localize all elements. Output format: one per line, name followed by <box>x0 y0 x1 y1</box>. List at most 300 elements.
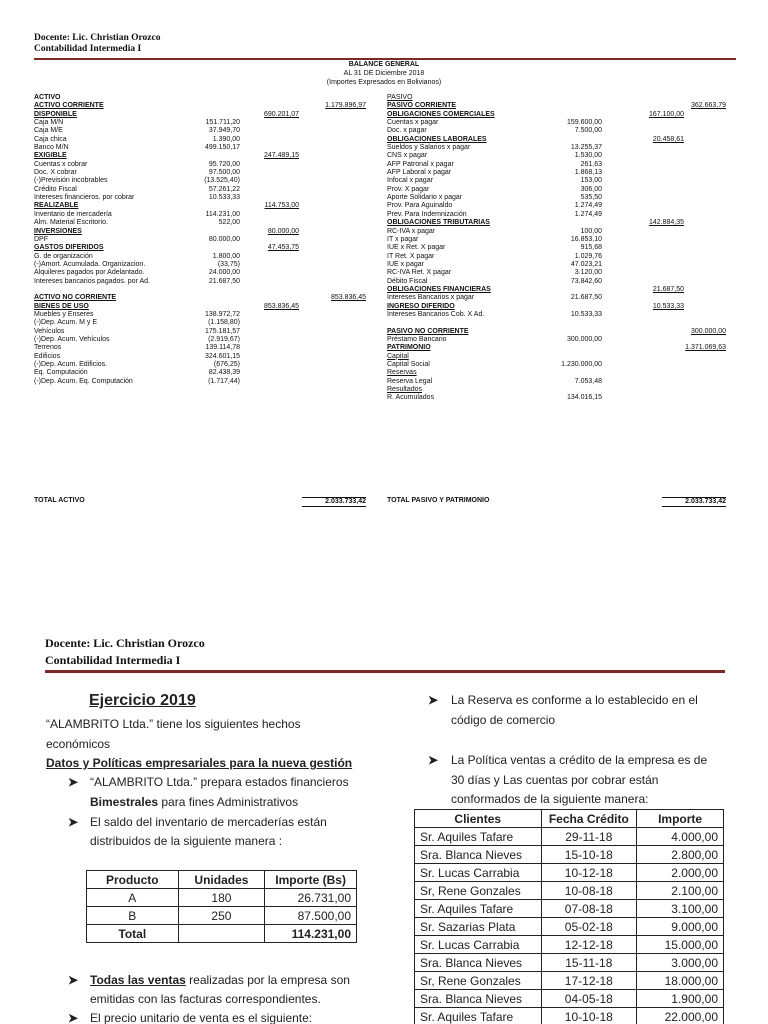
table-cell: 04-05-18 <box>541 990 637 1008</box>
account-label: Reserva Legal <box>387 377 433 385</box>
table-cell: Sr, Rene Gonzales <box>415 972 542 990</box>
amount-c1: 499.150,17 <box>204 144 240 152</box>
table-cell: Sr. Sazarias Plata <box>415 918 542 936</box>
table-cell: 10-12-18 <box>541 864 637 882</box>
arrow-bullet-icon: ➤ <box>68 1011 79 1024</box>
table-cell: Sr. Aquiles Tafare <box>415 828 542 846</box>
account-label: Cuentas x cobrar <box>34 160 88 168</box>
table-cell: 250 <box>178 907 265 925</box>
arrow-bullet-icon: ➤ <box>68 775 79 789</box>
balance-row <box>387 102 727 110</box>
amount-c1: 57.261,22 <box>208 185 240 193</box>
balance-row <box>387 111 727 119</box>
course-line-2: Contabilidad Intermedia I <box>45 653 181 667</box>
table-cell: 10-10-18 <box>541 1008 637 1024</box>
amount-c2: 167.100,00 <box>648 110 684 118</box>
amount-c1: 80.000,00 <box>208 235 240 243</box>
account-label: Prev. Para Indemnización <box>387 210 467 218</box>
amount-c1: 97.500,00 <box>208 169 240 177</box>
bullet-2-line-2: distribuidos de la siguiente manera : <box>90 834 283 848</box>
amount-c1: 10.533,33 <box>208 194 240 202</box>
account-label: R. Acumulados <box>387 394 435 402</box>
balance-row <box>387 344 727 352</box>
balance-row <box>34 194 374 202</box>
balance-row <box>34 294 374 302</box>
account-label: (-)Dep. Acum. Eq. Computación <box>34 377 133 385</box>
todas-ventas-text: Todas las ventas <box>90 973 186 987</box>
teacher-line-2: Docente: Lic. Christian Orozco <box>45 636 205 650</box>
balance-row <box>34 269 374 277</box>
account-label: Terrenos <box>34 344 62 352</box>
amount-c1: 1.530,00 <box>574 152 602 160</box>
balance-row <box>34 102 374 110</box>
balance-row <box>387 369 727 377</box>
products-header-units: Unidades <box>178 871 265 889</box>
table-cell: 2.000,00 <box>637 864 724 882</box>
amount-c1: 1.800,00 <box>212 252 240 260</box>
table-row <box>415 972 724 990</box>
arrow-bullet-icon: ➤ <box>428 753 439 767</box>
table-cell: Sra. Blanca Nieves <box>415 846 542 864</box>
account-label: DPF <box>34 235 48 243</box>
balance-row <box>34 186 374 194</box>
table-row <box>87 889 357 907</box>
account-label: OBLIGACIONES FINANCIERAS <box>387 285 491 293</box>
table-cell: 07-08-18 <box>541 900 637 918</box>
account-label: OBLIGACIONES LABORALES <box>387 135 487 143</box>
balance-row <box>387 119 727 127</box>
account-label: INGRESO DIFERIDO <box>387 302 455 310</box>
balance-row <box>34 286 374 294</box>
total-label: Total <box>87 925 179 943</box>
amount-c1: 159.600,00 <box>566 119 602 127</box>
account-label: Aporte Solidario x pagar <box>387 194 463 202</box>
amount-c1: 1.390,00 <box>212 135 240 143</box>
balance-row <box>387 152 727 160</box>
bullet-1-line-1: “ALAMBRITO Ltda.” prepara estados financieros <box>90 775 349 789</box>
amount-c2: 10.533,33 <box>652 302 684 310</box>
credit-policy-line-3: conformados de la siguiente manera: <box>451 792 649 806</box>
table-cell: 29-11-18 <box>541 828 637 846</box>
balance-row <box>34 111 374 119</box>
amount-c1: 82.438,39 <box>208 369 240 377</box>
account-label: (-)Dep. Acum. M y E <box>34 319 98 327</box>
table-row <box>415 828 724 846</box>
amount-c2: 20.458,61 <box>652 135 684 143</box>
clients-header-amount: Importe <box>637 810 724 828</box>
bullet-3-line-1 <box>90 971 350 990</box>
amount-c1: 95.720,00 <box>208 160 240 168</box>
activo-column <box>34 94 374 386</box>
balance-row <box>34 319 374 327</box>
account-label: G. de organización <box>34 252 93 260</box>
bullet-1-line-2 <box>90 793 298 812</box>
account-label: IUE x Ret. X pagar <box>387 244 446 252</box>
balance-row <box>34 177 374 185</box>
account-label: Prov. Para Aguinaldo <box>387 202 453 210</box>
amount-c1: 261,63 <box>580 160 602 168</box>
balance-row <box>34 328 374 336</box>
balance-row <box>34 244 374 252</box>
amount-c1: 21.687,50 <box>208 277 240 285</box>
amount-c1: 1.230.000,00 <box>561 361 602 368</box>
table-cell: 3.000,00 <box>637 954 724 972</box>
table-row <box>415 918 724 936</box>
account-label: Edificios <box>34 352 61 360</box>
amount-c1: 100,00 <box>580 227 602 235</box>
total-pasivo-label: TOTAL PASIVO Y PATRIMONIO <box>387 497 490 504</box>
balance-row <box>34 136 374 144</box>
total-activo-value: 2.033.733,42 <box>302 497 366 507</box>
balance-row <box>34 94 374 102</box>
amount-c3: 300.000,00 <box>690 327 726 335</box>
balance-row <box>387 328 727 336</box>
table-cell: B <box>87 907 179 925</box>
reserve-line-1: La Reserva es conforme a lo establecido en el <box>451 693 698 707</box>
products-header-product: Producto <box>87 871 179 889</box>
balance-row <box>34 228 374 236</box>
account-label: ACTIVO NO CORRIENTE <box>34 294 117 302</box>
amount-c1: (1.158,80) <box>208 319 240 327</box>
amount-c1: (1.717,44) <box>208 377 240 385</box>
account-label: IT x pagar <box>387 235 419 243</box>
account-label: DISPONIBLE <box>34 110 77 118</box>
amount-c1: 13.255,37 <box>570 144 602 152</box>
pasivo-column <box>387 94 727 403</box>
table-row <box>415 864 724 882</box>
clients-header-client: Clientes <box>415 810 542 828</box>
teacher-line: Docente: Lic. Christian Orozco <box>34 33 161 43</box>
balance-row <box>387 361 727 369</box>
balance-row <box>34 119 374 127</box>
table-cell: 4.000,00 <box>637 828 724 846</box>
account-label: Intereses Bancarios Cob. X Ad. <box>387 310 485 318</box>
header-rule <box>34 58 736 60</box>
table-cell: 87.500,00 <box>265 907 357 925</box>
table-total-row <box>87 925 357 943</box>
amount-c1: 139.114,78 <box>205 344 240 352</box>
account-label: CNS x pagar <box>387 152 428 160</box>
account-label: (-)Amort. Acumulada. Organizacion. <box>34 260 146 268</box>
amount-c1: 535,50 <box>580 194 602 202</box>
account-label: Banco M/N <box>34 144 69 152</box>
balance-row <box>34 311 374 319</box>
credit-policy-line-1: La Política ventas a crédito de la empresa es de <box>451 753 708 767</box>
balance-row <box>387 228 727 236</box>
table-cell: Sr. Aquiles Tafare <box>415 900 542 918</box>
balance-row <box>387 94 727 102</box>
total-pasivo-value: 2.033.733,42 <box>662 497 726 507</box>
amount-c3: 362.663,79 <box>690 102 726 110</box>
balance-row <box>387 378 727 386</box>
balance-row <box>387 311 727 319</box>
amount-c1: 10.533,33 <box>570 310 602 318</box>
balance-row <box>387 394 727 402</box>
account-label: (-)Dep. Acum. Edificios. <box>34 361 108 368</box>
balance-row <box>34 202 374 210</box>
account-label: PATRIMONIO <box>387 344 431 352</box>
account-label: Reservas <box>387 369 417 377</box>
amount-c1: 1.029,76 <box>574 252 602 260</box>
table-row <box>87 907 357 925</box>
balance-row <box>34 161 374 169</box>
account-label: AFP Patronal x pagar <box>387 160 454 168</box>
bullet-1-rest: para fines Administrativos <box>158 795 299 809</box>
account-label: Alquileres pagados por Adelantado. <box>34 269 145 277</box>
balance-row <box>387 286 727 294</box>
account-label: Infocal x pagar <box>387 177 433 185</box>
intro-line-1: “ALAMBRITO Ltda.” tiene los siguientes hechos <box>46 717 301 731</box>
balance-row <box>387 194 727 202</box>
table-cell <box>178 925 265 943</box>
account-label: Crédito Fiscal <box>34 185 77 193</box>
balance-row <box>387 261 727 269</box>
balance-row <box>387 319 727 327</box>
table-row <box>415 900 724 918</box>
account-label: RC-IVA x pagar <box>387 227 436 235</box>
arrow-bullet-icon: ➤ <box>68 815 79 829</box>
table-cell: 180 <box>178 889 265 907</box>
amount-c1: 24.000,00 <box>208 269 240 277</box>
balance-row <box>387 177 727 185</box>
credit-policy-line-2: 30 días y Las cuentas por cobrar están <box>451 773 659 787</box>
amount-c1: 37.949,70 <box>208 127 240 135</box>
balance-row <box>34 278 374 286</box>
amount-c1: 306,00 <box>580 185 602 193</box>
amount-c1: (13.525,40) <box>204 177 240 185</box>
account-label: Inventario de mercadería <box>34 210 112 218</box>
account-label: PASIVO <box>387 94 413 101</box>
account-label: Eq. Computación <box>34 369 88 377</box>
amount-c3: 1.179.896,97 <box>325 102 366 110</box>
balance-row <box>34 236 374 244</box>
account-label: Caja chica <box>34 135 67 143</box>
balance-row <box>387 211 727 219</box>
amount-c1: 134.016,15 <box>566 394 602 402</box>
reserve-line-2: código de comercio <box>451 713 556 727</box>
intro-line-2: económicos <box>46 737 111 751</box>
amount-c1: 522,00 <box>218 219 240 227</box>
account-label: ACTIVO CORRIENTE <box>34 102 104 110</box>
balance-row <box>34 378 374 386</box>
account-label: Préstamo Bancario <box>387 335 447 343</box>
table-cell: 18.000,00 <box>637 972 724 990</box>
account-label: EXIGIBLE <box>34 152 67 160</box>
balance-row <box>387 219 727 227</box>
amount-c1: 16.853,10 <box>570 235 602 243</box>
balance-row <box>34 303 374 311</box>
table-cell: A <box>87 889 179 907</box>
header-rule-2 <box>45 670 725 673</box>
amount-c2: 47.453,75 <box>267 244 299 252</box>
amount-c1: 1.274,49 <box>574 202 602 210</box>
balance-row <box>34 253 374 261</box>
balance-row <box>34 144 374 152</box>
table-row <box>415 954 724 972</box>
balance-row <box>34 369 374 377</box>
table-cell: Sra. Blanca Nieves <box>415 990 542 1008</box>
amount-c2: 114.753,00 <box>264 202 299 210</box>
account-label: Resultados <box>387 386 423 394</box>
account-label: Capital <box>387 352 409 360</box>
table-cell: 2.800,00 <box>637 846 724 864</box>
balance-title: BALANCE GENERAL <box>348 61 420 68</box>
account-label: Prov. X pagar <box>387 185 430 193</box>
products-header-amount: Importe (Bs) <box>265 871 357 889</box>
account-label: ACTIVO <box>34 94 61 101</box>
balance-row <box>387 253 727 261</box>
account-label: AFP Laboral x pagar <box>387 169 452 177</box>
amount-c2: 80.000,00 <box>267 227 299 235</box>
balance-row <box>387 386 727 394</box>
clients-table <box>414 809 724 1024</box>
account-label: PASIVO CORRIENTE <box>387 102 457 110</box>
account-label: Capital Social <box>387 361 430 368</box>
balance-row <box>34 219 374 227</box>
balance-row <box>387 278 727 286</box>
table-cell: Sr. Lucas Carrabia <box>415 864 542 882</box>
balance-row <box>387 144 727 152</box>
amount-c1: 151.711,20 <box>205 119 240 127</box>
balance-date: AL 31 DE Diciembre 2018 <box>343 70 425 77</box>
amount-c1: 73.842,60 <box>570 277 602 285</box>
balance-note: (Importes Expresados en Bolivianos) <box>326 79 442 86</box>
balance-row <box>387 236 727 244</box>
exercise-page <box>0 625 768 1024</box>
account-label: Alm. Material Escritorio. <box>34 219 108 227</box>
clients-header-date: Fecha Crédito <box>541 810 637 828</box>
amount-c1: 1.274,49 <box>574 210 602 218</box>
amount-c1: 47.023,21 <box>570 260 602 268</box>
amount-c1: 153,00 <box>580 177 602 185</box>
amount-c2: 142.884,35 <box>648 219 684 227</box>
balance-row <box>34 361 374 369</box>
account-label: OBLIGACIONES COMERCIALES <box>387 110 495 118</box>
account-label: Débito Fiscal <box>387 277 428 285</box>
balance-row <box>387 186 727 194</box>
table-cell: Sra. Blanca Nieves <box>415 954 542 972</box>
account-label: REALIZABLE <box>34 202 79 210</box>
table-cell: 15-11-18 <box>541 954 637 972</box>
table-cell: 12-12-18 <box>541 936 637 954</box>
bimestrales-text: Bimestrales <box>90 795 159 809</box>
balance-row <box>387 294 727 302</box>
balance-row <box>34 152 374 160</box>
balance-row <box>34 344 374 352</box>
balance-row <box>387 269 727 277</box>
amount-c1: 324.601,15 <box>204 352 240 360</box>
account-label: GASTOS DIFERIDOS <box>34 244 104 252</box>
account-label: Intereses financieros. por cobrar <box>34 194 135 202</box>
amount-c1: 1.868,13 <box>574 169 602 177</box>
account-label: Muebles y Enseres <box>34 310 94 318</box>
table-cell: 3.100,00 <box>637 900 724 918</box>
amount-c3: 853.836,45 <box>330 294 366 302</box>
amount-c3: 1.371.069,63 <box>685 344 726 352</box>
account-label: PASIVO NO CORRIENTE <box>387 327 469 335</box>
amount-c1: (676,25) <box>213 361 240 368</box>
balance-row <box>387 244 727 252</box>
balance-row <box>34 211 374 219</box>
account-label: Caja M/N <box>34 119 64 127</box>
table-cell: 1.900,00 <box>637 990 724 1008</box>
amount-c1: (33,75) <box>217 260 240 268</box>
amount-c1: 915,68 <box>580 244 602 252</box>
amount-c1: 175.181,57 <box>204 327 240 335</box>
balance-row <box>34 353 374 361</box>
amount-c2: 247.489,15 <box>263 152 299 160</box>
account-label: RC-IVA Ret. X pagar <box>387 269 452 277</box>
balance-row <box>387 353 727 361</box>
balance-row <box>387 161 727 169</box>
arrow-bullet-icon: ➤ <box>68 973 79 987</box>
section-heading: Datos y Políticas empresariales para la nueva gestión <box>46 756 353 770</box>
account-label: IT Ret. X pagar <box>387 252 435 260</box>
products-table <box>86 870 357 943</box>
balance-row <box>387 127 727 135</box>
balance-row <box>34 261 374 269</box>
balance-row <box>34 127 374 135</box>
account-label: (-)Dep. Acum. Vehículos <box>34 335 110 343</box>
total-value: 114.231,00 <box>265 925 357 943</box>
amount-c2: 853.836,45 <box>263 302 299 310</box>
table-cell: 22.000,00 <box>637 1008 724 1024</box>
amount-c1: (2.919,67) <box>208 335 240 343</box>
bullet-3-rest: realizadas por la empresa son <box>185 973 350 987</box>
balance-row <box>387 303 727 311</box>
balance-row <box>34 169 374 177</box>
bullet-2-line-1: El saldo del inventario de mercaderías están <box>90 815 327 829</box>
balance-row <box>34 336 374 344</box>
table-cell: 17-12-18 <box>541 972 637 990</box>
table-cell: 10-08-18 <box>541 882 637 900</box>
table-row <box>415 990 724 1008</box>
table-cell: 05-02-18 <box>541 918 637 936</box>
amount-c1: 21.687,50 <box>570 294 602 302</box>
account-label: IUE x pagar <box>387 260 424 268</box>
balance-row <box>387 169 727 177</box>
exercise-title: Ejercicio 2019 <box>89 692 196 709</box>
table-row <box>415 882 724 900</box>
amount-c1: 138.972,72 <box>204 310 240 318</box>
table-cell: 9.000,00 <box>637 918 724 936</box>
amount-c2: 21.687,50 <box>652 285 684 293</box>
account-label: (-)Previsión incobrables <box>34 177 108 185</box>
amount-c1: 7.500,00 <box>574 127 602 135</box>
amount-c1: 7.053,48 <box>574 377 602 385</box>
balance-row <box>387 202 727 210</box>
amount-c2: 690.201,07 <box>263 110 299 118</box>
account-label: Intereses bancarios pagados. por Ad. <box>34 277 150 285</box>
table-cell: 15-10-18 <box>541 846 637 864</box>
table-cell: 15.000,00 <box>637 936 724 954</box>
bullet-4-line-1: El precio unitario de venta es el siguiente: <box>90 1011 313 1024</box>
bullet-3-line-2: emitidas con las facturas correspondientes. <box>90 992 321 1006</box>
account-label: Doc. x pagar <box>387 127 427 135</box>
account-label: BIENES DE USO <box>34 302 89 310</box>
account-label: Doc. X cobrar <box>34 169 77 177</box>
balance-row <box>387 136 727 144</box>
account-label: INVERSIONES <box>34 227 82 235</box>
account-label: Caja M/E <box>34 127 63 135</box>
total-activo-label: TOTAL ACTIVO <box>34 497 85 504</box>
table-cell: Sr, Rene Gonzales <box>415 882 542 900</box>
table-cell: 26.731,00 <box>265 889 357 907</box>
balance-row <box>387 336 727 344</box>
table-cell: 2.100,00 <box>637 882 724 900</box>
table-cell: Sr. Aquiles Tafare <box>415 1008 542 1024</box>
amount-c1: 3.120,00 <box>574 269 602 277</box>
